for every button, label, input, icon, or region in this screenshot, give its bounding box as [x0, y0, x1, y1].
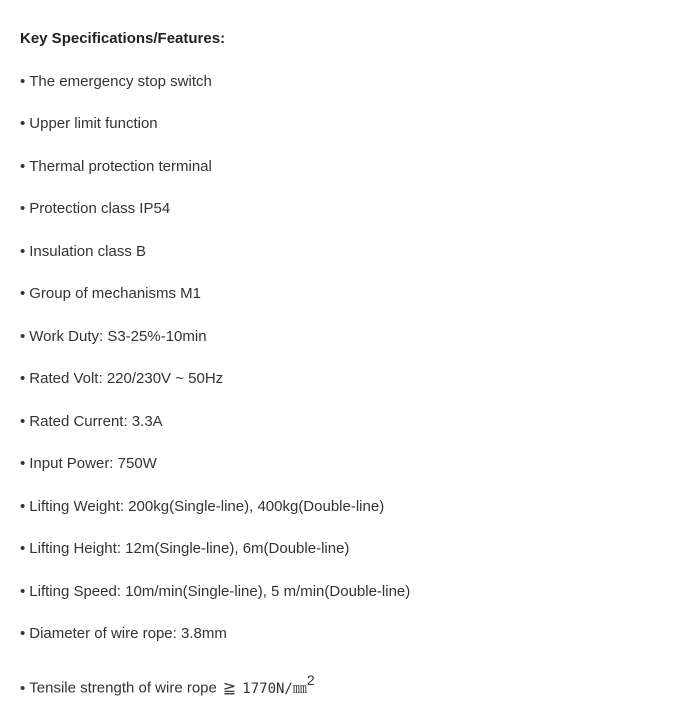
spec-item	[20, 158, 212, 176]
bullet-icon: •	[20, 370, 26, 387]
spec-item-tensile	[20, 673, 315, 698]
tensile-value-group	[217, 672, 315, 697]
spec-item-text: Lifting Weight: 200kg(Single-line), 400kg(Double-line)	[29, 498, 385, 515]
spec-item	[20, 285, 201, 303]
spec-item-text: Protection class IP54	[29, 200, 171, 217]
spec-item-text: Diameter of wire rope: 3.8mm	[29, 625, 227, 642]
greater-equal-symbol: ≧	[222, 677, 237, 697]
spec-item	[20, 455, 157, 473]
spec-item-text: Lifting Height: 12m(Single-line), 6m(Double-line)	[29, 540, 350, 557]
tensile-value: 1770N/㎜	[242, 680, 307, 697]
bullet-icon: •	[20, 498, 26, 515]
bullet-icon: •	[20, 583, 26, 600]
bullet-icon: •	[20, 243, 26, 260]
bullet-icon: •	[20, 679, 26, 697]
spec-heading: Key Specifications/Features:	[20, 30, 226, 47]
spec-item	[20, 583, 410, 601]
spec-item	[20, 370, 223, 388]
spec-item-text: Thermal protection terminal	[29, 158, 212, 175]
spec-item-text: Rated Volt: 220/230V ~ 50Hz	[29, 370, 224, 387]
tensile-label: Tensile strength of wire rope	[29, 679, 217, 697]
spec-item	[20, 540, 349, 558]
spec-item-text: Rated Current: 3.3A	[29, 413, 163, 430]
spec-item	[20, 115, 158, 133]
spec-item-text: Lifting Speed: 10m/min(Single-line), 5 m/min(Double-line)	[29, 583, 411, 600]
spec-item-text: Work Duty: S3-25%-10min	[29, 328, 207, 345]
bullet-icon: •	[20, 540, 26, 557]
spec-item	[20, 328, 207, 346]
bullet-icon: •	[20, 328, 26, 345]
spec-item	[20, 625, 227, 643]
spec-item-text: Upper limit function	[29, 115, 158, 132]
bullet-icon: •	[20, 73, 26, 90]
bullet-icon: •	[20, 285, 26, 302]
spec-item	[20, 73, 212, 91]
spec-item-text: Insulation class B	[29, 243, 146, 260]
bullet-icon: •	[20, 158, 26, 175]
spec-item-text: The emergency stop switch	[29, 73, 212, 90]
spec-item-text: Input Power: 750W	[29, 455, 157, 472]
bullet-icon: •	[20, 413, 26, 430]
spec-item	[20, 413, 163, 431]
spec-item	[20, 200, 170, 218]
bullet-icon: •	[20, 625, 26, 642]
bullet-icon: •	[20, 115, 26, 132]
bullet-icon: •	[20, 200, 26, 217]
spec-item	[20, 243, 146, 261]
tensile-exponent: 2	[306, 672, 315, 688]
bullet-icon: •	[20, 455, 26, 472]
spec-item-text: Group of mechanisms M1	[29, 285, 201, 302]
spec-item	[20, 498, 384, 516]
